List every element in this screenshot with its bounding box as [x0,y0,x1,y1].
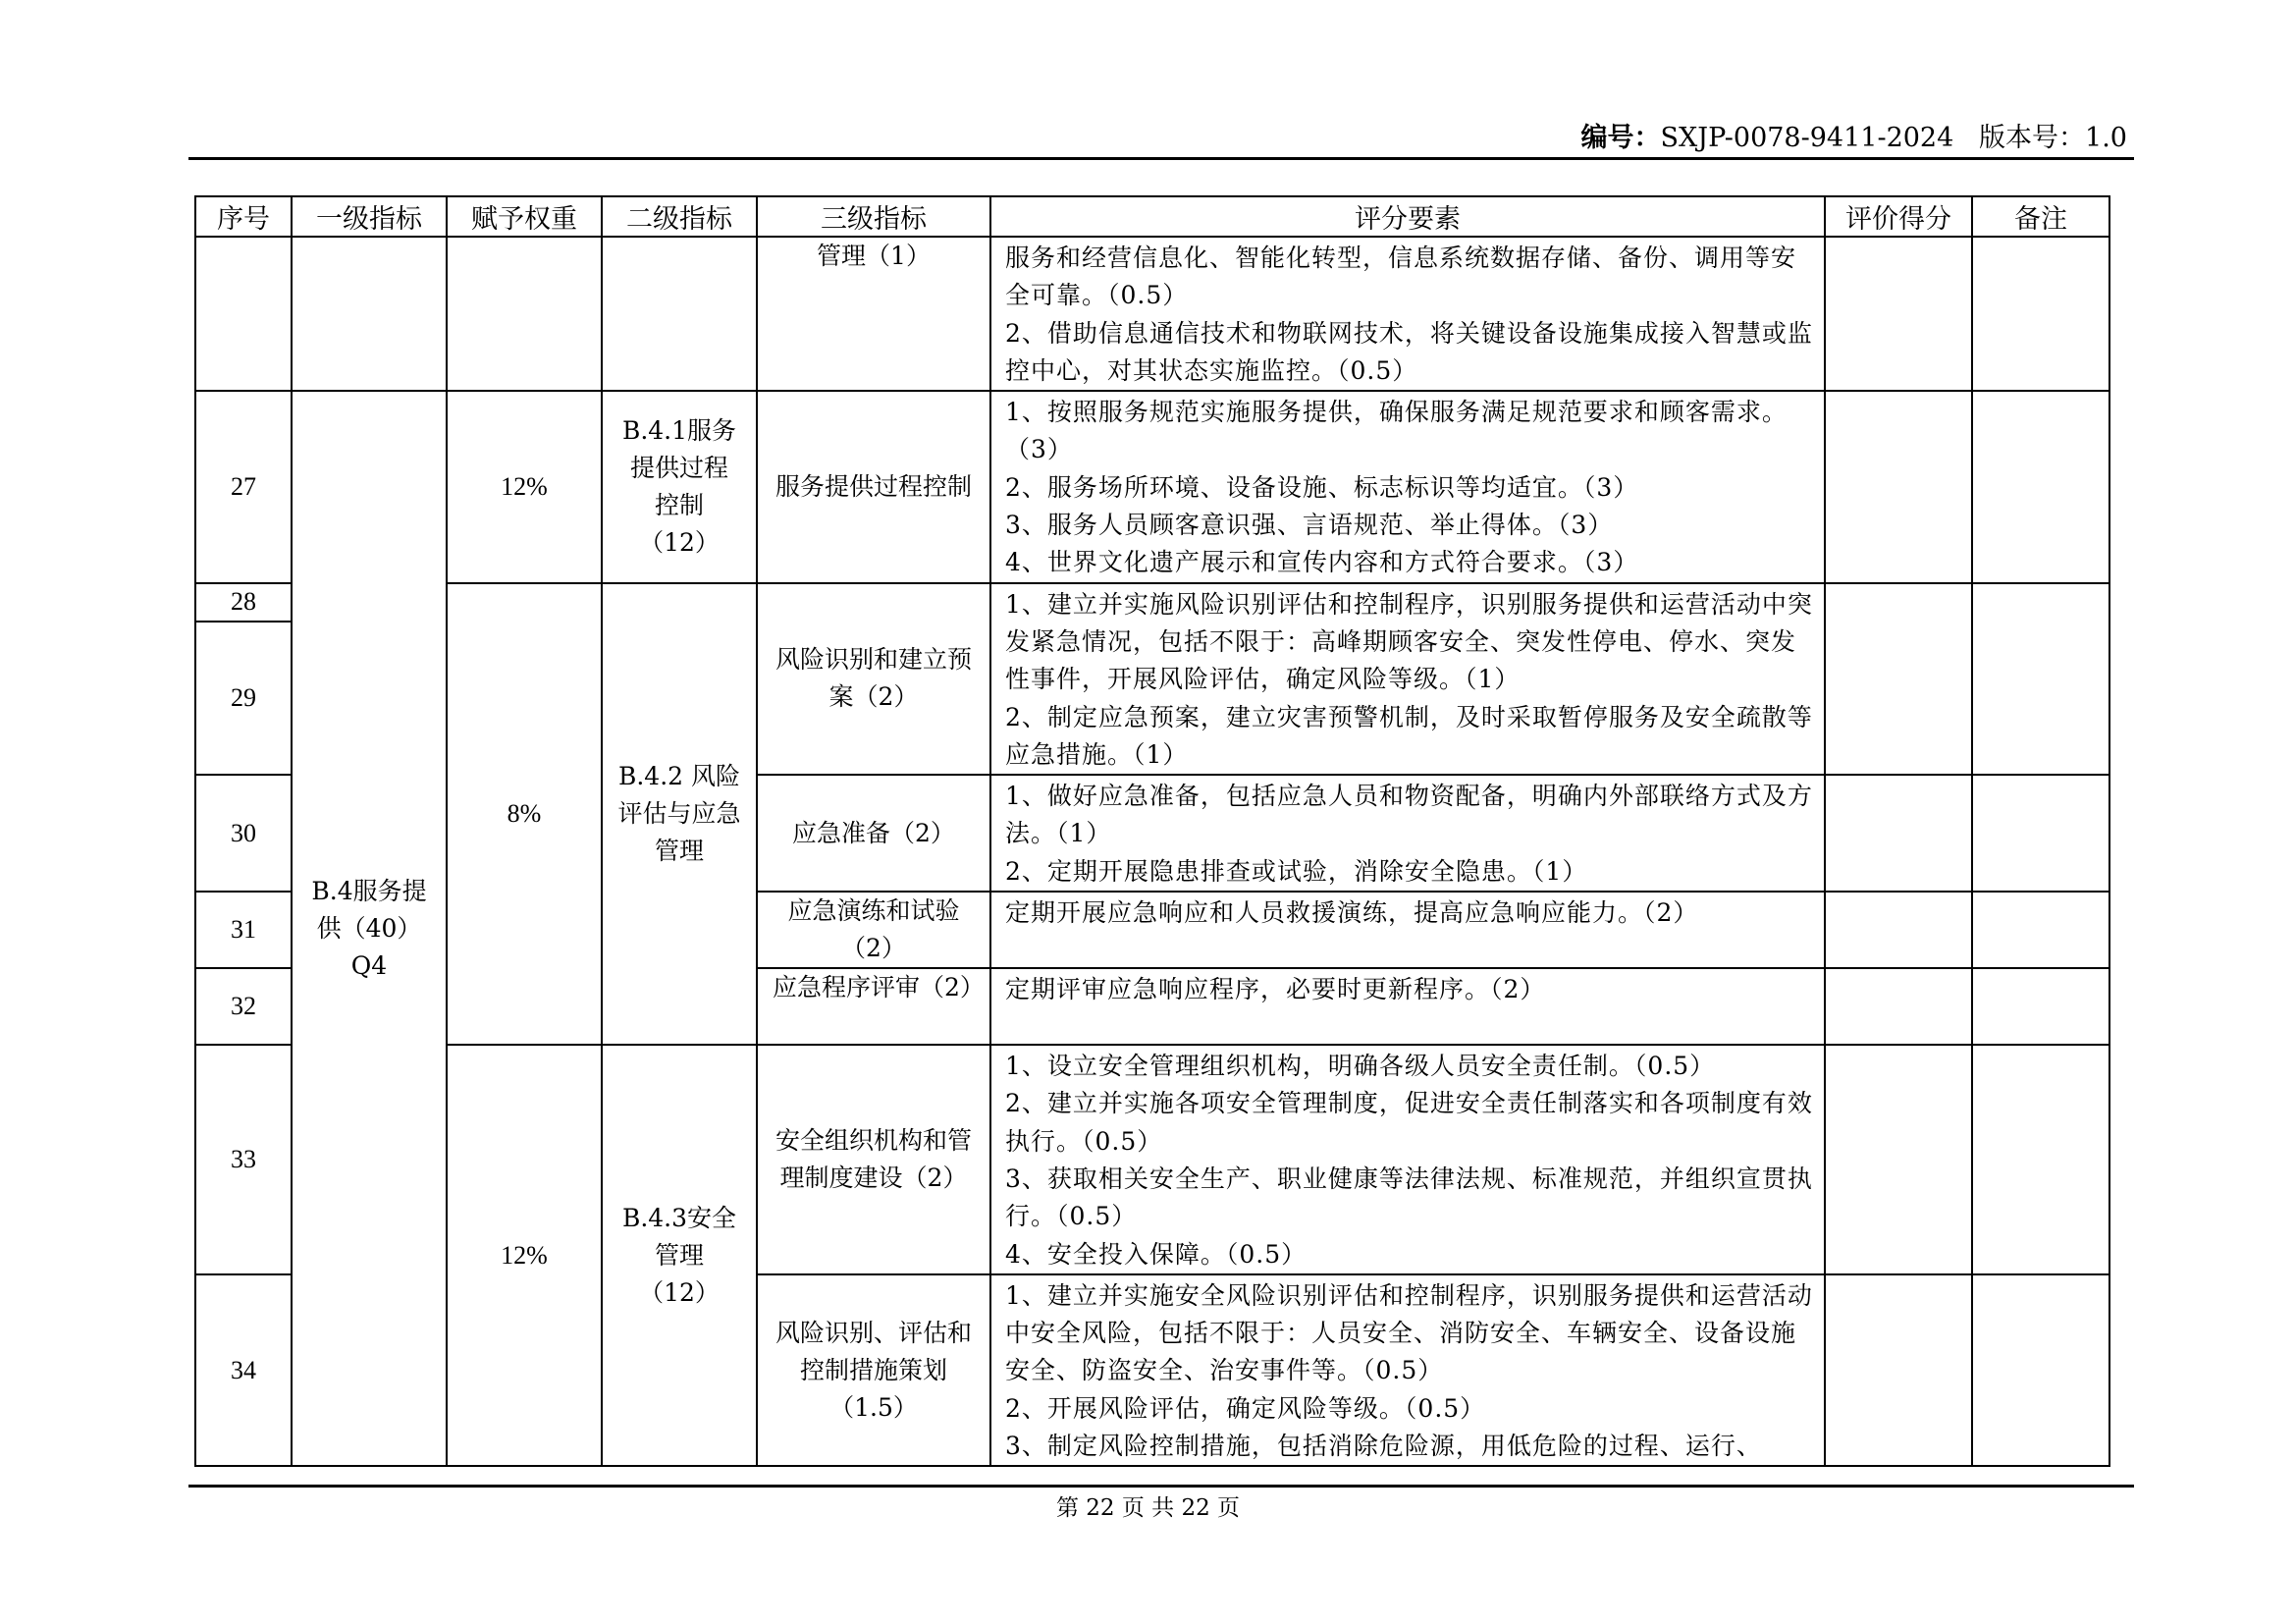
level3-label: 应急演练和试验（2） [787,896,960,963]
level2-cell [602,583,757,1045]
score-cell [1825,968,1972,1045]
page-footer: 第 22 页 共 22 页 [1055,1495,1241,1521]
factor-item: 4、世界文化遗产展示和宣传内容和方式符合要求。（3） [1005,548,1639,577]
score-cell [1825,775,1972,892]
score-cell [1825,1045,1972,1274]
factors-cell [990,968,1825,1045]
level3-cell: 管理（1） [757,237,990,391]
row-no: 30 [195,775,292,892]
footer-rule [188,1485,2134,1488]
factor-item: 1、建立并实施安全风险识别评估和控制程序，识别服务提供和运营活动中安全风险，包括不限于：人员安全、消防安全、车辆安全、设备设施安全、防盗安全、治安事件等。（0.5） [1005,1280,1813,1385]
col-header-level1: 一级指标 [292,196,447,237]
factors-cell [990,583,1825,775]
level2-label: B.4.2 风险评估与应急管理 [617,761,741,865]
remarks-cell [1972,237,2109,391]
factor-item: 2、制定应急预案，建立灾害预警机制，及时采取暂停服务及安全疏散等应急措施。（1） [1005,702,1813,769]
score-cell [1825,583,1972,775]
col-header-score: 评价得分 [1825,196,1972,237]
level3-label: 风险识别和建立预案（2） [774,645,972,712]
level1-cell [292,391,447,1466]
level3-cell [757,1274,990,1466]
weight-cell: 12% [447,1045,602,1466]
factor-item: 3、制定风险控制措施，包括消除危险源，用低危险的过程、运行、 [1005,1432,1762,1461]
col-header-no: 序号 [195,196,292,237]
version-label: 版本号： [1979,123,2086,153]
row-no: 32 [195,968,292,1045]
score-cell [1825,391,1972,582]
factor-item: 1、设立安全管理组织机构，明确各级人员安全责任制。（0.5） [1005,1052,1716,1081]
factor-item: 2、定期开展隐患排查或试验，消除安全隐患。（1） [1005,856,1588,886]
level3-cell [757,968,990,1045]
level3-label: 安全组织机构和管理制度建设（2） [774,1125,972,1192]
table-row [195,391,2109,582]
factors-cell [990,1045,1825,1274]
level1-cell [292,237,447,391]
level3-cell [757,1045,990,1274]
factor-item: 服务和经营信息化、智能化转型，信息系统数据存储、备份、调用等安全可靠。（0.5） [1005,244,1797,310]
score-cell [1825,892,1972,968]
table-row [195,237,2109,391]
level3-cell: 应急准备（2） [757,775,990,892]
level2-cell [602,391,757,582]
level3-label: 服务提供过程控制 [774,471,972,501]
table-row [195,583,2109,622]
level3-cell [757,892,990,968]
factor-item: 2、开展风险评估，确定风险等级。（0.5） [1005,1393,1486,1423]
code-value: SXJP-0078-9411-2024 [1660,123,1954,153]
remarks-cell [1972,775,2109,892]
col-header-factors: 评分要素 [990,196,1825,237]
evaluation-table [194,195,2110,1467]
col-header-weight: 赋予权重 [447,196,602,237]
level2-cell [602,1045,757,1466]
level3-cell [757,391,990,582]
remarks-cell [1972,892,2109,968]
level3-label: 应急程序评审（2） [773,973,985,1002]
level2-label: B.4.1服务提供过程控制（12） [621,415,737,557]
weight-cell: 8% [447,583,602,1045]
score-cell [1825,1274,1972,1466]
level1-label: B.4服务提供（40）Q4 [311,876,427,980]
row-no: 34 [195,1274,292,1466]
weight-cell [447,237,602,391]
weight-cell: 12% [447,391,602,582]
col-header-remarks: 备注 [1972,196,2109,237]
col-header-level2: 二级指标 [602,196,757,237]
table-header-row [195,196,2109,237]
remarks-cell [1972,1274,2109,1466]
version-value: 1.0 [2085,123,2127,153]
factor-item: 2、建立并实施各项安全管理制度，促进安全责任制落实和各项制度有效执行。（0.5） [1005,1089,1813,1156]
factors-cell [990,391,1825,582]
remarks-cell [1972,583,2109,775]
code-label: 编号： [1580,123,1661,153]
factors-cell [990,1274,1825,1466]
row-no: 27 [195,391,292,582]
level3-label: 风险识别、评估和控制措施策划（1.5） [774,1318,972,1422]
factors-cell [990,237,1825,391]
remarks-cell [1972,391,2109,582]
factor-item: 3、获取相关安全生产、职业健康等法律法规、标准规范，并组织宣贯执行。（0.5） [1005,1164,1813,1231]
header-rule [188,157,2134,160]
factor-item: 4、安全投入保障。（0.5） [1005,1239,1308,1269]
row-no: 29 [195,622,292,775]
factor-item: 2、服务场所环境、设备设施、标志标识等均适宜。（3） [1005,472,1639,502]
factors-cell [990,775,1825,892]
factors-cell [990,892,1825,968]
factor-item: 1、建立并实施风险识别评估和控制程序，识别服务提供和运营活动中突发紧急情况，包括不限于：高峰期顾客安全、突发性停电、停水、突发性事件，开展风险评估，确定风险等级。（1） [1005,589,1813,694]
level3-cell [757,583,990,775]
remarks-cell [1972,1045,2109,1274]
factor-item: 2、借助信息通信技术和物联网技术，将关键设备设施集成接入智慧或监控中心，对其状态实施监控。（0.5） [1005,318,1813,385]
row-no [195,237,292,391]
factor-item: 定期评审应急响应程序，必要时更新程序。（2） [1005,975,1546,1004]
row-no: 33 [195,1045,292,1274]
level2-cell [602,237,757,391]
score-cell [1825,237,1972,391]
col-header-level3: 三级指标 [757,196,990,237]
table-row [195,1045,2109,1274]
remarks-cell [1972,968,2109,1045]
document-header [1581,116,2127,154]
row-no: 31 [195,892,292,968]
level2-label: B.4.3安全管理（12） [621,1203,737,1307]
row-no: 28 [195,583,292,622]
factor-item: 1、做好应急准备，包括应急人员和物资配备，明确内外部联络方式及方法。（1） [1005,782,1813,848]
factor-item: 1、按照服务规范实施服务提供，确保服务满足规范要求和顾客需求。（3） [1005,398,1788,464]
factor-item: 3、服务人员顾客意识强、言语规范、举止得体。（3） [1005,511,1614,540]
factor-item: 定期开展应急响应和人员救援演练，提高应急响应能力。（2） [1005,898,1699,928]
